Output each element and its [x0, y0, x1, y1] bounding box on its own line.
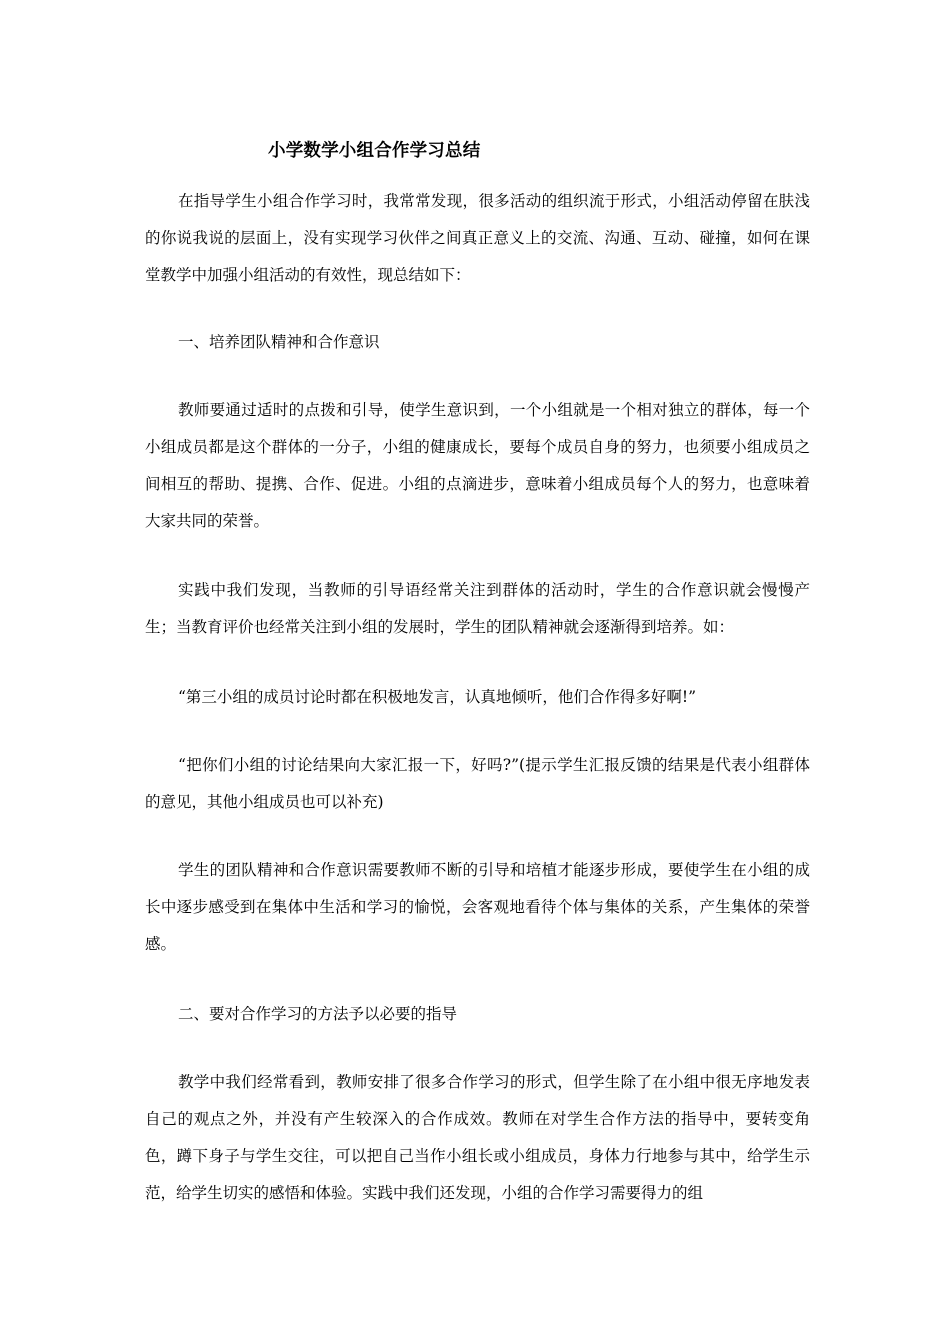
section1-paragraph-1: 教师要通过适时的点拨和引导，使学生意识到，一个小组就是一个相对独立的群体，每一个小组成员都是这个群体的一分子，小组的健康成长，要每个成员自身的努力，也须要小组成员之间相互的帮助、提携、合作、促进。小组的点滴进步，意味着小组成员每个人的努力，也意味着大家共同的荣誉。: [145, 401, 810, 530]
section1-paragraph-3: 学生的团队精神和合作意识需要教师不断的引导和培植才能逐步形成，要使学生在小组的成长中逐步感受到在集体中生活和学习的愉悦，会客观地看待个体与集体的关系，产生集体的荣誉感。: [145, 861, 810, 953]
section2-paragraph-1: 教学中我们经常看到，教师安排了很多合作学习的形式，但学生除了在小组中很无序地发表自己的观点之外，并没有产生较深入的合作成效。教师在对学生合作方法的指导中，要转变角色，蹲下身子与学生交往，可以把自己当作小组长或小组成员，身体力行地参与其中，给学生示范，给学生切实的感悟和体验。实践中我们还发现，小组的合作学习需要得力的组: [145, 1073, 810, 1202]
quote-2: “把你们小组的讨论结果向大家汇报一下，好吗?”(提示学生汇报反馈的结果是代表小组群体的意见，其他小组成员也可以补充): [145, 756, 810, 811]
intro-paragraph: 在指导学生小组合作学习时，我常常发现，很多活动的组织流于形式，小组活动停留在肤浅的你说我说的层面上，没有实现学习伙伴之间真正意义上的交流、沟通、互动、碰撞，如何在课堂教学中加强小组活动的有效性，现总结如下：: [145, 192, 810, 284]
document-title: 小学数学小组合作学习总结: [268, 141, 481, 161]
quote-1: “第三小组的成员讨论时都在积极地发言，认真地倾听，他们合作得多好啊!”: [178, 688, 697, 706]
section-heading-1: 一、培养团队精神和合作意识: [178, 333, 380, 351]
section-heading-2: 二、要对合作学习的方法予以必要的指导: [178, 1005, 458, 1023]
section1-paragraph-2: 实践中我们发现，当教师的引导语经常关注到群体的活动时，学生的合作意识就会慢慢产生；当教育评价也经常关注到小组的发展时，学生的团队精神就会逐渐得到培养。如：: [145, 581, 810, 636]
